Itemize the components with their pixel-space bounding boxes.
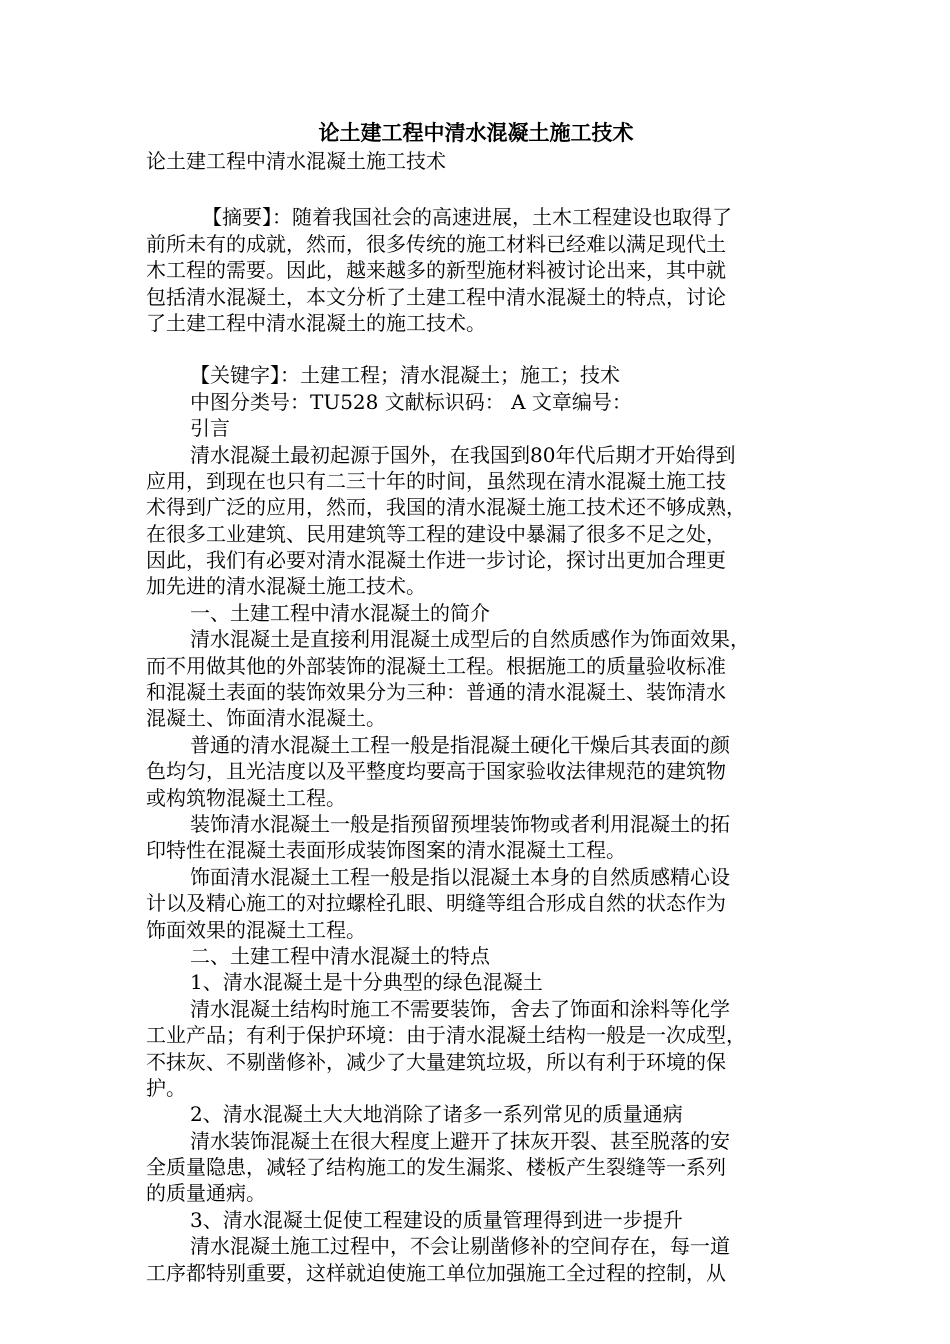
body-line: 而不用做其他的外部装饰的混凝土工程。根据施工的质量验收标准 [146,653,726,678]
body-line: 和混凝土表面的装饰效果分为三种：普通的清水混凝土、装饰清水 [146,680,726,705]
body-line: 清水混凝土最初起源于国外，在我国到80年代后期才开始得到 [190,442,736,467]
abstract-line: 了土建工程中清水混凝土的施工技术。 [146,310,486,335]
body-line: 2、清水混凝土大大地消除了诸多一系列常见的质量通病 [190,1102,683,1127]
body-line: 饰面清水混凝土工程一般是指以混凝土本身的自然质感精心设 [190,864,730,889]
document-title: 论土建工程中清水混凝土施工技术 [318,120,634,145]
body-line: 清水装饰混凝土在很大程度上避开了抹灰开裂、甚至脱落的安 [190,1128,730,1153]
abstract-line: 包括清水混凝土，本文分析了土建工程中清水混凝土的特点，讨论 [146,284,726,309]
body-line: 护。 [146,1075,186,1100]
body-line: 术得到广泛的应用，然而，我国的清水混凝土施工技术还不够成熟， [146,495,746,520]
body-line: 一、土建工程中清水混凝土的简介 [190,600,490,625]
body-line: 饰面效果的混凝土工程。 [146,917,366,942]
body-line: 清水混凝土施工过程中，不会让剔凿修补的空间存在，每一道 [190,1234,730,1259]
body-line: 混凝土、饰面清水混凝土。 [146,706,386,731]
body-line: 【关键字】：土建工程；清水混凝土；施工；技术 [190,363,620,388]
body-line: 引言 [190,416,230,441]
body-line: 工业产品；有利于保护环境：由于清水混凝土结构一般是一次成型， [146,1023,746,1048]
abstract-paragraph [146,204,806,336]
abstract-line: 【摘要】：随着我国社会的高速进展，土木工程建设也取得了 [202,205,732,230]
abstract-line: 木工程的需要。因此，越来越多的新型施材料被讨论出来，其中就 [146,258,726,283]
body-line: 清水混凝土结构时施工不需要装饰，舍去了饰面和涂料等化学 [190,996,730,1021]
body-line: 计以及精心施工的对拉螺栓孔眼、明缝等组合形成自然的状态作为 [146,891,726,916]
abstract-line: 前所未有的成就，然而，很多传统的施工材料已经难以满足现代土 [146,231,726,256]
body-text [146,362,806,1286]
body-line: 全质量隐患，减轻了结构施工的发生漏浆、楼板产生裂缝等一系列 [146,1155,726,1180]
body-line: 1、清水混凝土是十分典型的绿色混凝土 [190,970,543,995]
document-page [146,118,806,1286]
body-line: 或构筑物混凝土工程。 [146,785,346,810]
body-line: 应用，到现在也只有二三十年的时间，虽然现在清水混凝土施工技 [146,468,726,493]
body-line: 不抹灰、不剔凿修补，减少了大量建筑垃圾，所以有利于环境的保 [146,1049,726,1074]
body-line: 二、土建工程中清水混凝土的特点 [190,943,490,968]
paragraph-gap [146,336,806,362]
body-line: 3、清水混凝土促使工程建设的质量管理得到进一步提升 [190,1207,683,1232]
body-line: 色均匀，且光洁度以及平整度均要高于国家验收法律规范的建筑物 [146,759,726,784]
body-line: 加先进的清水混凝土施工技术。 [146,574,426,599]
body-line: 在很多工业建筑、民用建筑等工程的建设中暴漏了很多不足之处， [146,521,726,546]
document-subtitle: 论土建工程中清水混凝土施工技术 [146,149,446,173]
body-line: 普通的清水混凝土工程一般是指混凝土硬化干燥后其表面的颜 [190,732,730,757]
body-line: 工序都特别重要，这样就迫使施工单位加强施工全过程的控制，从 [146,1260,726,1285]
body-line: 因此，我们有必要对清水混凝土作进一步讨论，探讨出更加合理更 [146,548,726,573]
body-line: 印特性在混凝土表面形成装饰图案的清水混凝土工程。 [146,838,626,863]
body-line: 中图分类号：TU528 文献标识码： A 文章编号： [190,389,632,414]
body-line: 装饰清水混凝土一般是指预留预埋装饰物或者利用混凝土的拓 [190,811,730,836]
body-line: 清水混凝土是直接利用混凝土成型后的自然质感作为饰面效果， [190,627,750,652]
body-line: 的质量通病。 [146,1181,266,1206]
